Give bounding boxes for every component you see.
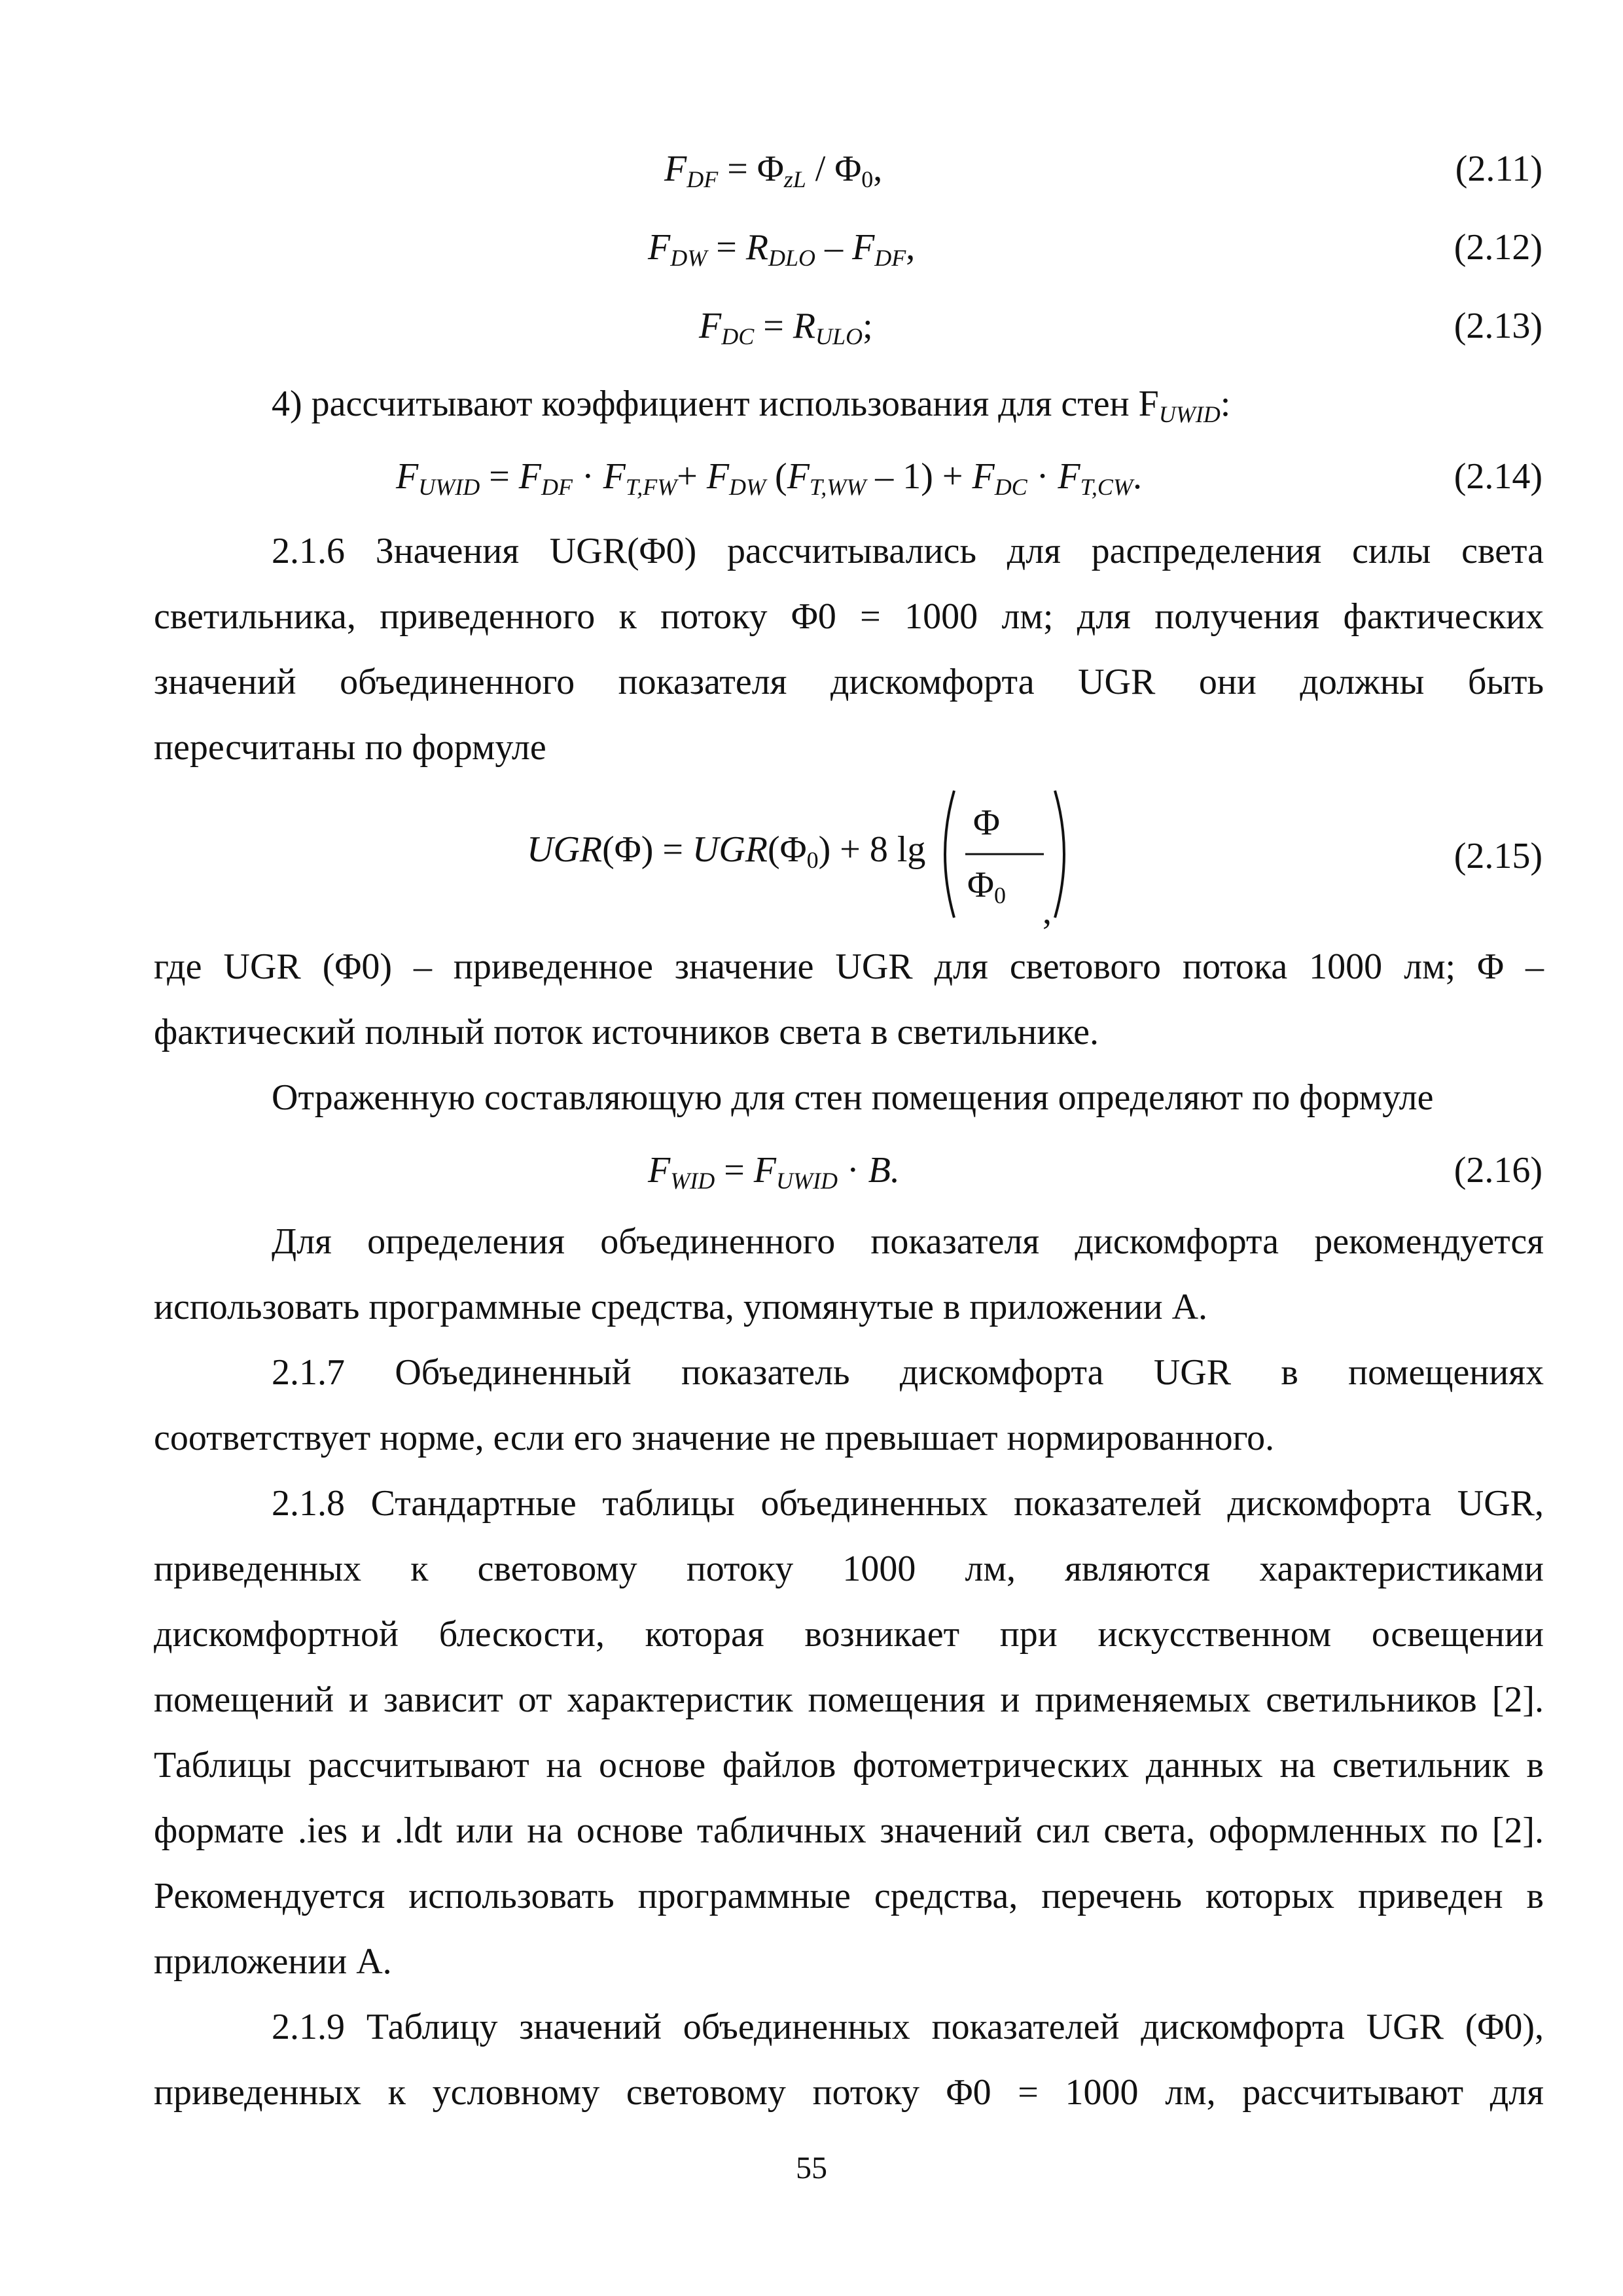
paragraph-2-1-8-line: формате .ies и .ldt или на основе табличных значений сил света, оформленных по [2]. bbox=[154, 1810, 1544, 1851]
paragraph-2-1-6-line: 2.1.6 Значения UGR(Φ0) рассчитывались для распределения силы света bbox=[272, 531, 1544, 571]
software-paragraph-line: Для определения объединенного показателя дискомфорта рекомендуется bbox=[272, 1221, 1544, 1262]
paragraph-2-1-9-line: 2.1.9 Таблицу значений объединенных показателей дискомфорта UGR (Φ0), bbox=[272, 2007, 1544, 2047]
equation-number: (2.16) bbox=[1454, 1150, 1543, 1191]
equation-number: (2.11) bbox=[1455, 149, 1543, 189]
equation-comma: , bbox=[1043, 891, 1052, 932]
software-paragraph-line: использовать программные средства, упомянутые в приложении А. bbox=[154, 1287, 1208, 1327]
equation-number: (2.13) bbox=[1454, 306, 1543, 346]
paragraph-2-1-8-line: 2.1.8 Стандартные таблицы объединенных показателей дискомфорта UGR, bbox=[272, 1483, 1544, 1524]
paragraph-2-1-8-line: Рекомендуется использовать программные средства, перечень которых приведен в bbox=[154, 1876, 1544, 1916]
where-paragraph-line: фактический полный поток источников света в светильнике. bbox=[154, 1012, 1099, 1052]
equation-2-16: $F_{WID} = F_{UWID} \cdot B$. bbox=[648, 1150, 900, 1194]
equation-2-14: $F_{UWID} = F_{DF} \cdot F_{T,FW}+ F_{DW}$ $(F_{T,WW} - 1) + F_{DC} \cdot F_{T,CW}$. bbox=[396, 456, 1142, 500]
paragraph-2-1-6-line: светильника, приведенного к потоку Φ0 = 1000 лм; для получения фактических bbox=[154, 596, 1544, 637]
equation-number: (2.12) bbox=[1454, 227, 1543, 268]
paragraph-2-1-6-line: значений объединенного показателя дискомфорта UGR они должны быть bbox=[154, 662, 1544, 702]
equation-2-13: $F_{DC} = R_{ULO}$; bbox=[699, 306, 873, 350]
where-paragraph-line: где UGR (Φ0) – приведенное значение UGR для светового потока 1000 лм; Φ – bbox=[154, 946, 1544, 987]
step-4-text: 4) рассчитывают коэффициент использования для стен $F_{UWID}$: bbox=[272, 384, 1231, 427]
page-number: 55 bbox=[796, 2151, 827, 2185]
paragraph-2-1-8-line: Таблицы рассчитывают на основе файлов фотометрических данных на светильник в bbox=[154, 1745, 1544, 1785]
equation-2-12: $F_{DW} = R_{DLO} - F_{DF}$, bbox=[648, 227, 916, 271]
paragraph-2-1-8-line: приведенных к световому потоку 1000 лм, являются характеристиками bbox=[154, 1549, 1544, 1589]
paragraph-2-1-7-line: соответствует норме, если его значение не превышает нормированного. bbox=[154, 1418, 1275, 1458]
paragraph-2-1-8-line: дискомфортной блескости, которая возникает при искусственном освещении bbox=[154, 1614, 1544, 1655]
equation-number: (2.14) bbox=[1454, 456, 1543, 497]
paragraph-2-1-6-line: пересчитаны по формуле bbox=[154, 727, 546, 768]
reflected-component-text: Отраженную составляющую для стен помещения определяют по формуле bbox=[272, 1077, 1434, 1118]
paragraph-2-1-9-line: приведенных к условному световому потоку Φ0 = 1000 лм, рассчитывают для bbox=[154, 2072, 1544, 2113]
fraction-denominator: $\Phi_0$ bbox=[967, 865, 1006, 908]
equation-number: (2.15) bbox=[1454, 836, 1543, 876]
paragraph-2-1-8-line: приложении А. bbox=[154, 1941, 392, 1982]
paragraph-2-1-7-line: 2.1.7 Объединенный показатель дискомфорта UGR в помещениях bbox=[272, 1352, 1544, 1393]
paragraph-2-1-8-line: помещений и зависит от характеристик помещения и применяемых светильников [2]. bbox=[154, 1679, 1544, 1720]
fraction-numerator: Φ bbox=[973, 802, 1000, 843]
equation-2-15: $UGR(\Phi) = UGR(\Phi_0) + 8$ lg bbox=[527, 829, 926, 873]
equation-2-11: $F_{DF} = \Phi_{zL} / \Phi_0$, bbox=[664, 149, 883, 192]
